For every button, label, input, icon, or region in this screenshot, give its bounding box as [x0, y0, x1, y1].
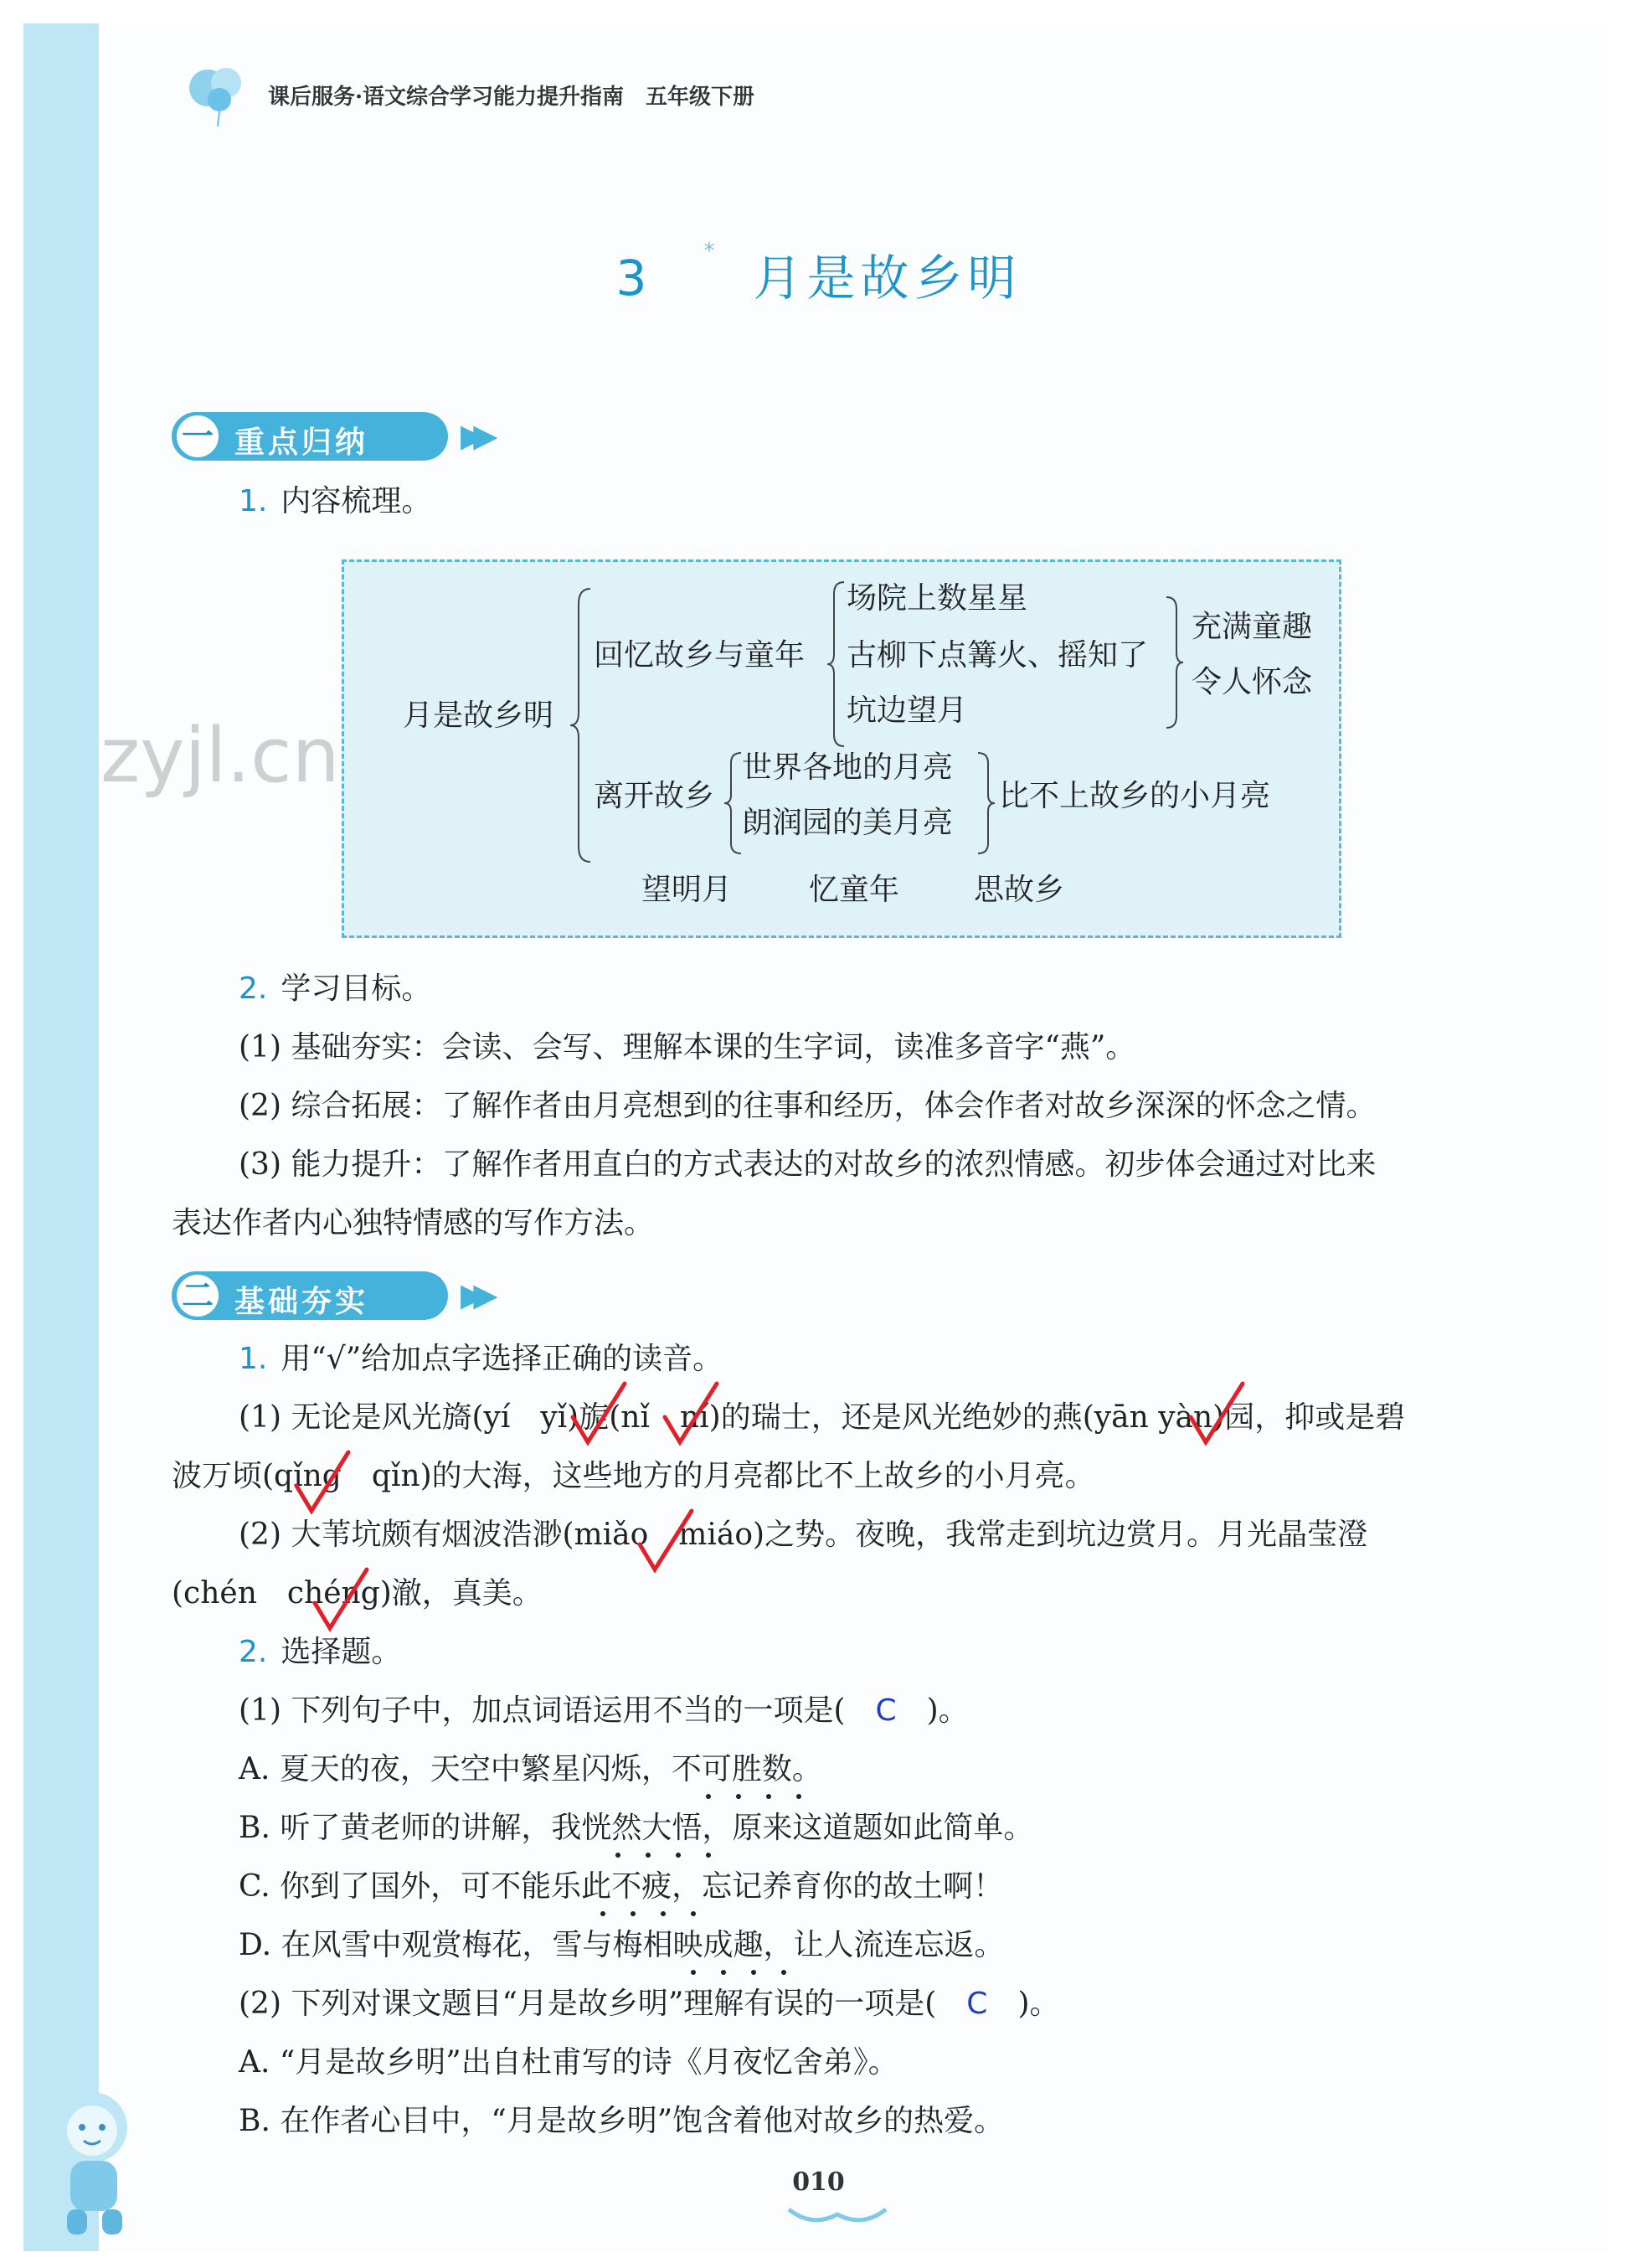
outline-bottom: 忆童年: [809, 873, 900, 907]
goal-line: (1) 基础夯实：会读、会写、理解本课的生字词，读准多音字“燕”。: [239, 1030, 1136, 1064]
outline-result: 比不上故乡的小月亮: [999, 779, 1271, 813]
section-label: 基础夯实: [234, 1285, 369, 1319]
mc-option: C. 你到了国外，可不能乐此不疲，忘记养育你的故土啊！: [239, 1869, 1004, 1904]
question-number: 1.: [239, 484, 268, 518]
emphasis-dot: [721, 1970, 726, 1975]
emphasis-dot: [796, 1794, 801, 1799]
mc-answer: C: [966, 1987, 988, 2021]
check-mark-icon: [311, 1566, 370, 1633]
emphasis-dot: [661, 1911, 666, 1916]
double-arrow-icon: ▶▶: [461, 1276, 486, 1313]
question-text: 用“√”给加点字选择正确的读音。: [281, 1342, 723, 1376]
mc-stem-text: (1) 下列句子中，加点词语运用不当的一项是(: [239, 1693, 846, 1728]
emphasis-dot: [615, 1853, 620, 1858]
emphasis-dot: [646, 1853, 651, 1858]
page-number-wave: [787, 2203, 888, 2228]
left-decorative-strip: [23, 23, 104, 2251]
pinyin-line: (2) 大苇坑颇有烟波浩渺(miǎo miáo)之势。夜晚，我常走到坑边赏月。月光晶莹澄: [239, 1518, 1368, 1552]
pinyin-line: (1) 无论是风光旖(yí yǐ)旎(nǐ ní)的瑞士，还是风光绝妙的燕(yān yàn)园，抑或是碧: [239, 1400, 1406, 1435]
mc-stem-close: )。: [1017, 1987, 1060, 2021]
emphasis-dot: [691, 1970, 696, 1975]
goal-line: 表达作者内心独特情感的写作方法。: [172, 1206, 655, 1240]
lesson-name: 月是故乡明: [753, 250, 1022, 307]
section-number: 一: [177, 415, 219, 457]
mc-option: D. 在风雪中观赏梅花，雪与梅相映成趣，让人流连忘返。: [239, 1928, 1005, 1962]
mc-stem-close: )。: [926, 1693, 969, 1728]
emphasis-dot: [706, 1794, 711, 1799]
balloon-icon: [184, 63, 251, 130]
check-mark-icon: [1187, 1380, 1246, 1447]
question-1-2: [239, 970, 431, 1008]
check-mark-icon: [569, 1380, 628, 1447]
outline-result: 充满童趣: [1192, 610, 1313, 644]
outline-result: 令人怀念: [1192, 665, 1313, 699]
lesson-title: [0, 239, 1637, 309]
mc-stem-1: [239, 1692, 969, 1730]
double-arrow-icon: ▶▶: [461, 417, 486, 454]
question-number: 2.: [239, 1635, 268, 1669]
lesson-number: 3: [615, 250, 652, 307]
question-text: 内容梳理。: [281, 484, 432, 518]
goal-line: (3) 能力提升：了解作者用直白的方式表达的对故乡的浓烈情感。初步体会通过对比来: [239, 1147, 1377, 1182]
outline-branch-1: 回忆故乡与童年: [594, 638, 806, 673]
content-outline-box: [342, 559, 1341, 938]
question-number: 1.: [239, 1342, 268, 1376]
question-number: 2.: [239, 972, 268, 1006]
brace-icon: [569, 587, 592, 872]
mc-stem-text: (2) 下列对课文题目“月是故乡明”理解有误的一项是(: [239, 1987, 937, 2021]
mc-option: A. “月是故乡明”出自杜甫写的诗《月夜忆舍弟》。: [239, 2045, 898, 2080]
emphasis-dot: [736, 1794, 741, 1799]
section-number: 二: [177, 1275, 219, 1317]
emphasis-dot: [781, 1970, 786, 1975]
brace-icon: [826, 580, 846, 751]
outline-item: 场院上数星星: [847, 581, 1028, 616]
emphasis-dot: [706, 1853, 711, 1858]
outline-item: 坑边望月: [847, 693, 968, 728]
check-mark-icon: [661, 1380, 720, 1447]
goal-line: (2) 综合拓展：了解作者由月亮想到的往事和经历，体会作者对故乡深深的怀念之情。: [239, 1089, 1377, 1123]
cartoon-boy-icon: [33, 2077, 167, 2245]
check-mark-icon: [293, 1449, 352, 1516]
pinyin-line: (chén chéng)澈，真美。: [172, 1576, 543, 1611]
page-number: 010: [792, 2167, 845, 2197]
outline-item: 朗润园的美月亮: [742, 806, 954, 840]
paper: [99, 23, 1606, 2251]
question-2-1: [239, 1340, 723, 1379]
emphasis-dot: [631, 1911, 636, 1916]
emphasis-dot: [676, 1853, 681, 1858]
mc-option: B. 在作者心目中，“月是故乡明”饱含着他对故乡的热爱。: [239, 2104, 1005, 2138]
mc-option: A. 夏天的夜，天空中繁星闪烁，不可胜数。: [239, 1752, 822, 1786]
section-label: 重点归纳: [234, 425, 369, 460]
emphasis-dot: [600, 1911, 605, 1916]
lesson-star: *: [703, 239, 720, 264]
emphasis-dot: [766, 1794, 771, 1799]
question-2-2: [239, 1633, 401, 1672]
outline-branch-2: 离开故乡: [594, 779, 715, 813]
mc-answer: C: [875, 1693, 897, 1728]
brace-icon: [1165, 595, 1185, 733]
question-text: 选择题。: [281, 1635, 402, 1669]
question-1-1: [239, 482, 431, 521]
outline-bottom: 望明月: [641, 873, 733, 907]
emphasis-dot: [691, 1911, 696, 1916]
outline-item: 古柳下点篝火、摇知了: [847, 638, 1149, 673]
pinyin-line: 波万顷(qǐng qǐn)的大海，这些地方的月亮都比不上故乡的小月亮。: [172, 1459, 1095, 1493]
mc-stem-2: [239, 1985, 1059, 2023]
outline-bottom: 思故乡: [974, 873, 1065, 907]
outline-item: 世界各地的月亮: [742, 750, 954, 785]
running-head-text: 课后服务·语文综合学习能力提升指南 五年级下册: [268, 85, 755, 110]
check-mark-icon: [636, 1508, 695, 1575]
brace-icon: [976, 751, 996, 858]
watermark: zyjl.cn: [100, 712, 340, 800]
mc-option: B. 听了黄老师的讲解，我恍然大悟，原来这道题如此简单。: [239, 1811, 1034, 1845]
emphasis-dot: [751, 1970, 756, 1975]
brace-icon: [723, 751, 743, 858]
question-text: 学习目标。: [281, 972, 432, 1006]
outline-root: 月是故乡明: [403, 698, 554, 733]
